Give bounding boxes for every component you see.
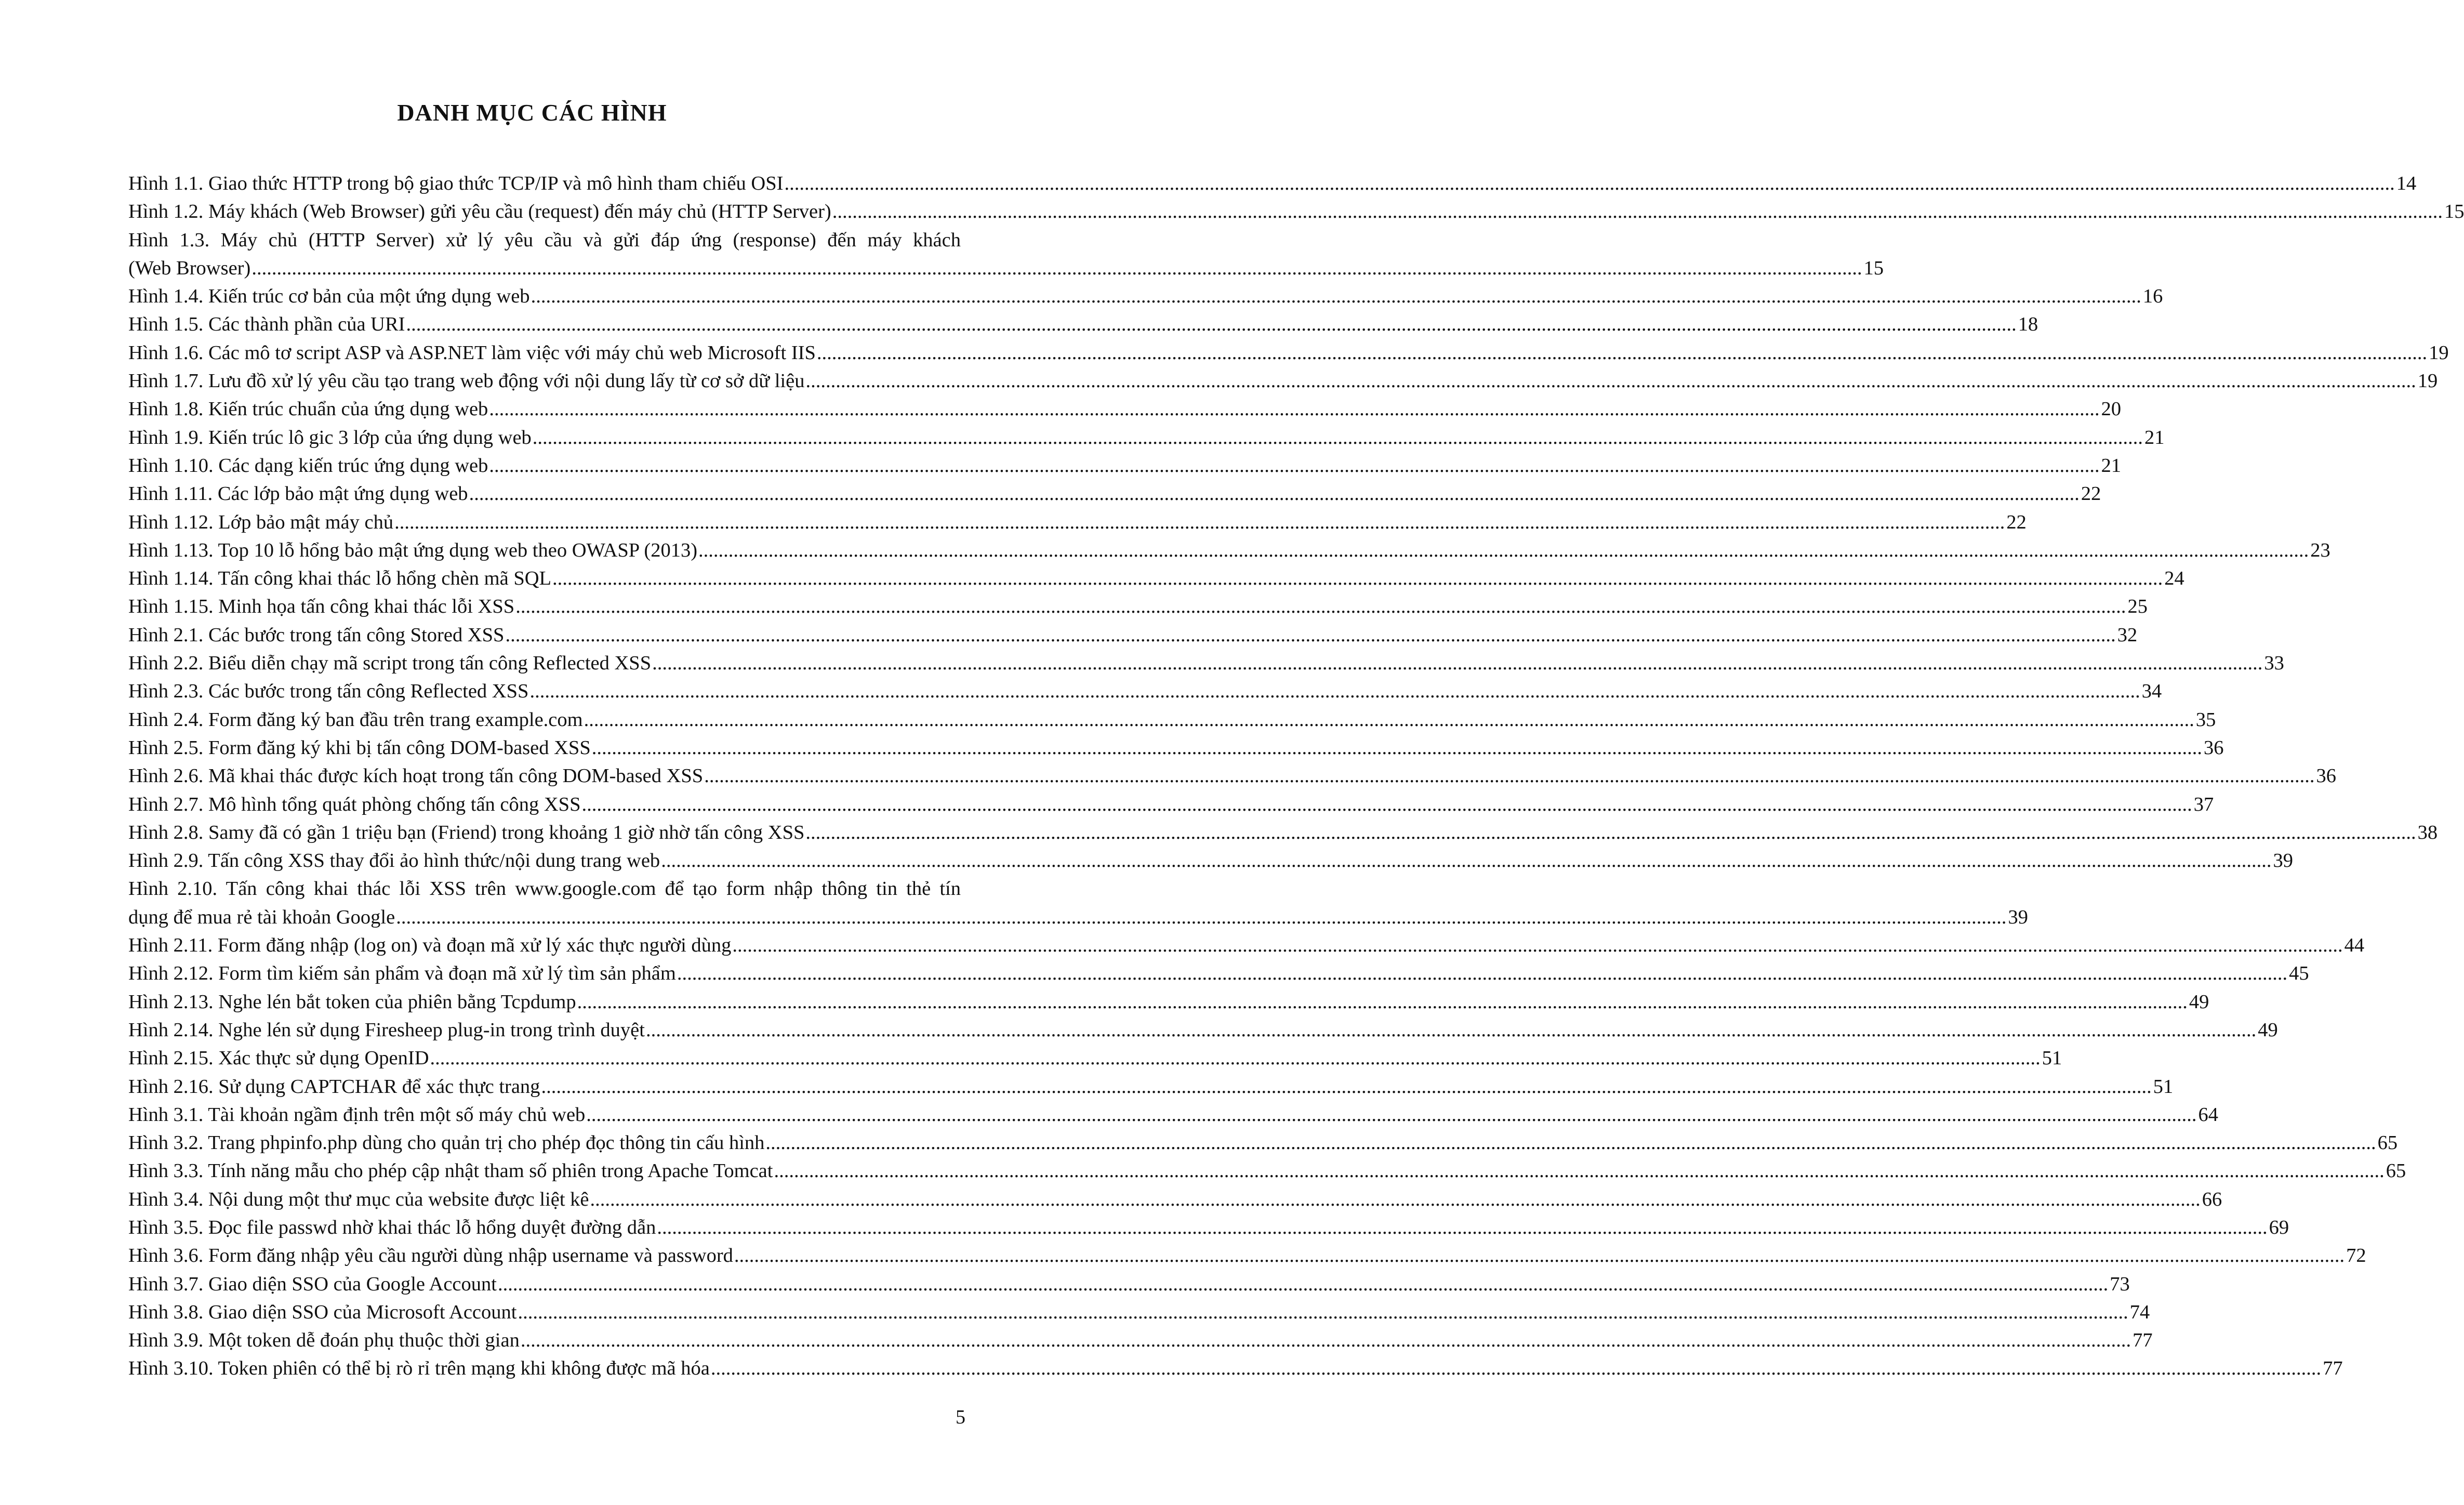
figure-entry-page: 16 [2142,285,2163,308]
figure-entry-caption: Hình 2.5. Form đăng ký khi bị tấn công DOM-based XSS [128,736,591,759]
dot-leader [661,847,2271,875]
figure-entry-page: 22 [2006,511,2026,533]
figure-entry-page: 21 [2144,426,2165,448]
dot-leader [430,1044,2041,1072]
figure-entry-caption: Hình 2.8. Samy đã có gần 1 triệu bạn (Friend) trong khoảng 1 giờ nhờ tấn công XSS [128,821,805,843]
figure-entry-caption-line1: Hình 2.10. Tấn công khai thác lỗi XSS trên www.google.com để tạo form nhập thông tin thẻ tín [128,878,961,900]
figure-entry[interactable] [128,1129,2398,1157]
figure-entry-caption: Hình 2.1. Các bước trong tấn công Stored XSS [128,624,505,646]
dot-leader [521,1326,2131,1354]
figure-entry-page: 15 [1863,257,1884,279]
figure-entry-caption: Hình 3.8. Giao diện SSO của Microsoft Account [128,1301,517,1323]
dot-leader [533,424,2143,452]
dot-leader [586,1101,2196,1129]
dot-leader [765,1129,2376,1157]
figure-entry-page: 33 [2264,652,2284,675]
figure-entry-page: 51 [2153,1075,2174,1098]
figure-entry-page: 14 [2396,173,2417,194]
dot-leader [832,197,2443,226]
figure-entry-page: 24 [2164,567,2184,590]
figure-entry-page: 69 [2269,1216,2289,1238]
figure-entry-caption: Hình 1.4. Kiến trúc cơ bản của một ứng dụng web [128,285,530,308]
dot-leader [251,254,1862,282]
dot-leader [529,677,2140,705]
dot-leader [817,339,2427,367]
figure-entry[interactable] [128,592,2148,621]
figure-entry[interactable] [128,508,2026,536]
dot-leader [704,762,2314,790]
figure-entry[interactable] [128,706,2216,734]
figure-entry-page: 66 [2202,1188,2222,1210]
figure-entry[interactable] [128,197,2464,226]
figure-entry-page: 39 [2273,850,2293,872]
figure-entry[interactable] [128,1073,2174,1101]
dot-leader [784,169,2394,197]
figure-entry-page: 45 [2289,962,2309,985]
figure-entry-caption: Hình 3.7. Giao diện SSO của Google Account [128,1273,497,1295]
figure-entry[interactable] [128,931,2365,959]
figure-entry-caption: Hình 2.11. Form đăng nhập (log on) và đoạn mã xử lý xác thực người dùng [128,934,732,957]
dot-leader [498,1270,2108,1298]
figure-entry[interactable] [128,1298,2150,1326]
page-number: 5 [956,1406,965,1428]
figure-entry-page: 25 [2127,596,2148,618]
figure-entry-caption: Hình 1.6. Các mô tơ script ASP và ASP.NET làm việc với máy chủ web Microsoft IIS [128,341,816,364]
dot-leader [652,649,2262,677]
figure-entry[interactable] [128,988,2209,1016]
figure-entry-page: 65 [2386,1160,2406,1182]
figure-entry-caption: Hình 2.12. Form tìm kiếm sản phẩm và đoạn mã xử lý tìm sản phẩm [128,962,676,985]
figure-entry[interactable] [128,1270,2130,1298]
figure-list [128,169,2464,1383]
figure-entry-page: 37 [2193,793,2214,815]
figure-entry-caption: Hình 2.3. Các bước trong tấn công Reflected XSS [128,680,529,703]
figure-entry-page: 64 [2198,1103,2219,1126]
figure-entry-caption: Hình 1.7. Lưu đồ xử lý yêu cầu tạo trang web động với nội dung lấy từ cơ sở dữ liệu [128,370,805,392]
dot-leader [505,621,2115,649]
figure-entry[interactable] [128,339,2449,367]
figure-entry[interactable] [128,310,2038,338]
figure-entry-caption: Hình 2.16. Sử dụng CAPTCHAR để xác thực trang [128,1075,540,1098]
figure-entry-caption: Hình 3.9. Một token dễ đoán phụ thuộc thời gian [128,1329,520,1352]
dot-leader [406,310,2016,338]
figure-entry-caption: Hình 1.12. Lớp bảo mật máy chủ [128,511,394,533]
figure-entry[interactable] [128,1213,2289,1242]
dot-leader [552,564,2163,592]
figure-entry-page: 22 [2081,483,2101,505]
figure-entry-page: 19 [2429,341,2449,364]
figure-entry-page: 36 [2316,765,2336,787]
figure-entry-caption: Hình 2.9. Tấn công XSS thay đổi ảo hình thức/nội dung trang web [128,850,660,872]
figure-entry-page: 49 [2258,1019,2278,1041]
figure-entry-page: 18 [2018,313,2038,336]
figure-entry[interactable] [128,480,2101,508]
figure-entry[interactable] [128,1354,2343,1382]
dot-leader [657,1213,2267,1242]
figure-entry-caption: Hình 2.13. Nghe lén bắt token của phiên bằng Tcpdump [128,991,576,1013]
figure-entry[interactable] [128,1016,2278,1044]
dot-leader [394,508,2005,536]
figure-entry-page: 38 [2417,821,2438,843]
figure-entry-page: 21 [2101,454,2122,477]
dot-leader [805,818,2416,847]
figure-entry-page: 51 [2042,1047,2062,1070]
figure-entry-caption: Hình 2.4. Form đăng ký ban đầu trên trang example.com [128,708,583,731]
dot-leader [805,367,2416,395]
figure-entry[interactable] [128,818,2438,847]
figure-entry[interactable] [128,367,2438,395]
dot-leader [677,959,2287,987]
dot-leader [531,282,2141,310]
figure-entry[interactable] [128,395,2122,423]
figure-entry-page: 49 [2189,991,2209,1013]
figure-entry[interactable] [128,282,2163,310]
figure-entry-page: 35 [2195,708,2216,731]
dot-leader [774,1157,2384,1185]
figure-entry-page: 39 [2008,906,2028,928]
figure-entry-caption: Hình 2.15. Xác thực sử dụng OpenID [128,1047,429,1070]
page-title: DANH MỤC CÁC HÌNH [397,99,667,126]
figure-entry[interactable] [128,734,2224,762]
dot-leader [698,536,2309,564]
figure-entry-page: 77 [2132,1329,2153,1352]
figure-entry-page: 72 [2346,1245,2366,1267]
figure-entry-caption: Hình 3.6. Form đăng nhập yêu cầu người dùng nhập username và password [128,1245,733,1267]
dot-leader [590,1185,2200,1213]
figure-entry-page: 20 [2101,398,2122,420]
figure-entry[interactable] [128,564,2184,592]
figure-entry-page: 44 [2344,934,2365,957]
figure-entry-caption: dụng để mua rẻ tài khoản Google [128,906,395,928]
figure-entry-caption: Hình 3.1. Tài khoản ngầm định trên một số máy chủ web [128,1103,586,1126]
dot-leader [592,734,2202,762]
figure-entry-caption: Hình 1.5. Các thành phần của URI [128,313,405,336]
figure-entry[interactable] [128,1044,2062,1072]
dot-leader [541,1073,2151,1101]
figure-entry[interactable] [128,677,2162,705]
figure-entry-caption: Hình 1.15. Minh họa tấn công khai thác lỗi XSS [128,596,515,618]
figure-entry-page: 15 [2444,201,2464,223]
figure-entry[interactable] [128,1185,2222,1213]
figure-entry[interactable] [128,847,2293,875]
figure-entry-page: 36 [2203,736,2224,759]
figure-entry[interactable] [128,1101,2219,1129]
dot-leader [489,395,2099,423]
figure-entry-caption: Hình 3.10. Token phiên có thể bị rò rỉ trên mạng khi không được mã hóa [128,1357,710,1380]
dot-leader [732,931,2342,959]
figure-entry-caption: Hình 3.5. Đọc file passwd nhờ khai thác lỗ hổng duyệt đường dẫn [128,1216,656,1238]
figure-entry[interactable] [128,649,2284,677]
figure-entry-caption: Hình 2.14. Nghe lén sử dụng Firesheep plug-in trong trình duyệt [128,1019,645,1041]
figure-entry-caption: Hình 1.13. Top 10 lỗ hổng bảo mật ứng dụng web theo OWASP (2013) [128,539,698,561]
figure-entry-page: 73 [2110,1273,2130,1295]
dot-leader [734,1242,2344,1270]
figure-entry[interactable] [128,762,2336,790]
figure-entry[interactable] [128,1157,2406,1185]
dot-leader [584,706,2194,734]
figure-entry-caption: Hình 2.6. Mã khai thác được kích hoạt trong tấn công DOM-based XSS [128,765,704,787]
figure-entry-caption: Hình 1.11. Các lớp bảo mật ứng dụng web [128,483,468,505]
figure-entry-page: 65 [2377,1132,2398,1154]
figure-entry[interactable] [128,790,2214,818]
figure-entry-caption: Hình 1.14. Tấn công khai thác lỗ hổng chèn mã SQL [128,567,552,590]
figure-entry[interactable] [128,169,2417,197]
figure-entry[interactable] [128,536,2330,564]
figure-entry-page: 23 [2310,539,2330,561]
figure-entry[interactable] [128,452,2122,480]
figure-entry-caption: (Web Browser) [128,257,251,279]
figure-entry-caption: Hình 1.1. Giao thức HTTP trong bộ giao thức TCP/IP và mô hình tham chiếu OSI [128,173,784,194]
dot-leader [515,592,2126,621]
figure-entry-caption: Hình 3.4. Nội dung một thư mục của website được liệt kê [128,1188,589,1210]
figure-entry[interactable] [128,1326,2153,1354]
dot-leader [582,790,2192,818]
figure-entry-caption: Hình 3.2. Trang phpinfo.php dùng cho quản trị cho phép đọc thông tin cấu hình [128,1132,765,1154]
figure-entry-caption: Hình 2.2. Biểu diễn chạy mã script trong tấn công Reflected XSS [128,652,652,675]
figure-entry[interactable] [128,875,2028,931]
figure-entry[interactable] [128,424,2165,452]
figure-entry-page: 74 [2129,1301,2150,1323]
figure-entry-page: 32 [2117,624,2138,646]
figure-entry-caption: Hình 2.7. Mô hình tổng quát phòng chống tấn công XSS [128,793,581,815]
dot-leader [711,1354,2321,1382]
figure-entry-page: 77 [2323,1357,2343,1380]
figure-entry-caption: Hình 3.3. Tính năng mẫu cho phép cập nhật tham số phiên trong Apache Tomcat [128,1160,773,1182]
figure-entry-caption: Hình 1.9. Kiến trúc lô gic 3 lớp của ứng dụng web [128,426,532,448]
figure-entry-caption: Hình 1.10. Các dạng kiến trúc ứng dụng web [128,454,488,477]
figure-entry-caption-line1: Hình 1.3. Máy chủ (HTTP Server) xử lý yêu cầu và gửi đáp ứng (response) đến máy khách [128,229,961,251]
figure-entry[interactable] [128,959,2309,987]
figure-entry[interactable] [128,226,1884,283]
figure-entry-page: 19 [2417,370,2438,392]
dot-leader [469,480,2079,508]
dot-leader [396,903,2006,931]
figure-entry[interactable] [128,1242,2366,1270]
figure-entry-caption: Hình 1.2. Máy khách (Web Browser) gửi yêu cầu (request) đến máy chủ (HTTP Server) [128,201,831,223]
figure-entry-caption: Hình 1.8. Kiến trúc chuẩn của ứng dụng web [128,398,488,420]
dot-leader [646,1016,2256,1044]
dot-leader [577,988,2188,1016]
figure-entry-page: 34 [2141,680,2162,703]
figure-entry[interactable] [128,621,2138,649]
dot-leader [489,452,2099,480]
dot-leader [518,1298,2128,1326]
